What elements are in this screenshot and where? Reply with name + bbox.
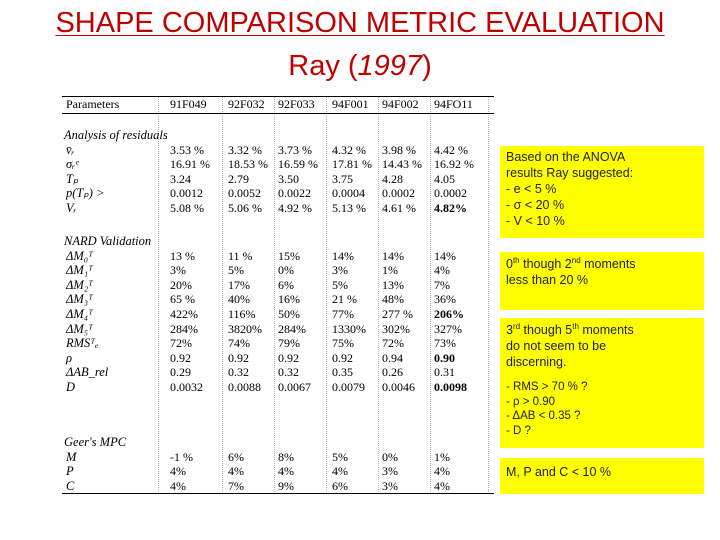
subtitle-year: 1997 [357,50,423,82]
table-cell: 4.28 [382,171,403,186]
table-cell: 0.26 [382,365,403,380]
note-text: 3 [506,323,513,337]
column-divider [488,96,490,494]
table-cell: 16% [278,292,300,307]
row-symbol: ΔAB_rel [66,365,109,380]
note-sup: nd [571,256,581,265]
table-cell: 0.94 [382,350,403,365]
table-cell: 14% [434,248,456,263]
row-symbol: ΔM₄ᵀ [66,307,93,321]
table-cell: 284% [170,321,198,336]
anova-note [500,146,704,238]
table-cell: 5.13 % [332,201,366,215]
table-cell: 3.32 % [228,142,262,157]
table-cell: 5% [332,277,348,292]
table-cell: 0% [278,263,294,278]
table-cell: 0.0088 [228,380,261,394]
table-cell: 0.0002 [382,186,415,201]
table-cell: 4% [434,464,450,479]
table-cell: 4% [170,464,186,479]
table-cell: 0.29 [170,365,191,380]
anova-note-line: Based on the ANOVA [506,150,626,164]
table-cell: 1330% [332,321,366,336]
anova-note-line: - V < 10 % [506,214,565,228]
row-symbol: ΔM₅ᵀ [66,321,93,336]
table-cell: 6% [332,478,348,493]
table-cell: 4% [170,478,186,493]
table-cell: 0.35 [332,365,353,380]
table-cell: 284% [278,321,306,336]
table-cell: 4.32 % [332,142,366,157]
table-cell: 7% [434,277,450,292]
note-sup: rd [512,322,521,331]
table-cell: 75% [332,336,354,351]
table-cell: 15% [278,248,300,263]
table-cell: 0.0079 [332,380,365,394]
table-cell: 1% [434,449,450,464]
table-cell: 17% [228,277,250,292]
row-symbol: ΔM₂ᵀ [66,277,93,292]
table-cell: 327% [434,321,462,336]
table-cell: 3.53 % [170,142,204,157]
table-cell: 0.0004 [332,186,365,201]
table-cell: 8% [278,449,294,464]
column-header: 94F001 [332,97,369,111]
mpc-note [500,458,704,494]
note-text: though 2 [519,257,572,271]
table-cell: 21 % [332,292,357,307]
table-cell: 4.82% [434,201,467,215]
subtitle-suffix: ) [422,50,432,82]
column-divider [326,96,328,494]
high-moments-note-line: discerning. [506,355,567,369]
column-header: 94F002 [382,97,419,111]
column-divider [158,96,160,494]
table-cell: 3.75 [332,171,353,186]
table-cell: 0.0002 [434,186,467,201]
low-moments-note [500,252,704,310]
table-cell: 116% [228,307,256,321]
subtitle-prefix: Ray ( [288,50,358,82]
column-divider [378,96,380,494]
high-moments-note-line: do not seem to be [506,339,607,353]
table-cell: 1% [382,263,398,278]
table-cell: 40% [228,292,250,307]
table-cell: 0.0032 [170,380,203,394]
row-symbol: v̄ᵣ [66,142,75,157]
row-symbol: p(Tₚ) > [66,186,105,201]
table-cell: 4.42 % [434,142,468,157]
slide-title [0,6,720,40]
table-cell: 3% [382,464,398,479]
column-header: 91F049 [170,97,207,111]
row-symbol: σᵣᵉ [66,157,79,172]
high-moments-note [500,318,704,378]
slide-title-text: SHAPE COMPARISON METRIC EVALUATION [55,7,665,39]
rms-criteria-note [500,378,704,448]
table-cell: 74% [228,336,250,351]
table-cell: 3% [382,478,398,493]
table-cell: 13% [382,277,404,292]
low-moments-note-line: less than 20 % [506,273,588,287]
column-divider [274,96,276,494]
table-cell: 6% [228,449,244,464]
note-text: moments [580,257,636,271]
table-cell: 9% [278,478,294,493]
table-cell: 3820% [228,321,262,336]
table-cell: 0.0098 [434,380,467,394]
anova-note-line: - e < 5 % [506,182,557,196]
table-cell: 3.24 [170,171,191,186]
table-cell: 4% [434,263,450,278]
row-symbol: M [66,449,77,464]
rms-criteria-line: - D ? [506,424,531,437]
table-cell: 7% [228,478,244,493]
table-cell: 13 % [170,248,195,263]
table-cell: 3.50 [278,171,299,186]
note-sup: th [512,256,520,265]
row-symbol: RMSᵀₑ [66,336,99,351]
table-cell: 0% [382,449,398,464]
table-rule [62,113,494,114]
table-cell: 5% [332,449,348,464]
table-cell: 5.06 % [228,201,262,215]
table-cell: 4% [278,464,294,479]
table-cell: 4.05 [434,171,455,186]
row-symbol: ΔM₁ᵀ [66,263,93,278]
section-label: NARD Validation [64,234,152,248]
slide-subtitle [0,49,720,83]
row-symbol: Tₚ [66,171,79,186]
table-cell: 6% [278,277,294,292]
row-symbol: C [66,478,75,493]
note-sup: th [572,322,579,331]
column-header: 92F032 [228,97,265,111]
table-cell: 2.79 [228,171,249,186]
parameters-table [62,96,494,494]
table-cell: 5% [228,263,244,278]
table-cell: 277 % [382,307,413,321]
table-cell: 4% [228,464,244,479]
table-cell: 16.91 % [170,157,210,172]
table-cell: 50% [278,307,300,321]
table-cell: 73% [434,336,456,351]
table-cell: 0.0022 [278,186,311,201]
row-symbol: ΔM₃ᵀ [66,292,93,307]
table-cell: 0.92 [278,350,299,365]
table-cell: -1 % [170,449,193,464]
table-cell: 0.92 [228,350,249,365]
anova-note-line: results Ray suggested: [506,166,634,180]
table-cell: 0.0046 [382,380,415,394]
row-symbol: ρ [66,350,72,365]
table-cell: 4.92 % [278,201,312,215]
rms-criteria-line: - ΔAB < 0.35 ? [506,410,581,422]
table-cell: 14% [382,248,404,263]
row-symbol: D [66,380,76,394]
table-cell: 14% [332,248,354,263]
table-cell: 0.32 [278,365,299,380]
column-divider [222,96,224,494]
table-cell: 36% [434,292,456,307]
table-cell: 18.53 % [228,157,268,172]
table-cell: 4.61 % [382,201,416,215]
table-cell: 77% [332,307,354,321]
table-rule [62,493,494,494]
note-text: 0 [506,257,513,271]
table-cell: 0.31 [434,365,455,380]
table-cell: 4% [332,464,348,479]
table-cell: 3% [332,263,348,278]
header-parameters: Parameters [66,97,120,111]
table-cell: 65 % [170,292,195,307]
table-cell: 16.92 % [434,157,474,172]
note-text: though 5 [520,323,573,337]
table-cell: 20% [170,277,192,292]
anova-note-line: - σ < 20 % [506,198,565,212]
table-cell: 0.0052 [228,186,261,201]
row-symbol: Vᵣ [66,201,77,215]
table-cell: 17.81 % [332,157,372,172]
table-cell: 4% [434,478,450,493]
table-cell: 79% [278,336,300,351]
table-cell: 5.08 % [170,201,204,215]
table-cell: 48% [382,292,404,307]
mpc-note-text: M, P and C < 10 % [506,465,612,479]
table-cell: 11 % [228,248,253,263]
table-cell: 3.73 % [278,142,312,157]
rms-criteria-line: - ρ > 0.90 [506,395,556,408]
table-cell: 14.43 % [382,157,422,172]
table-cell: 16.59 % [278,157,318,172]
column-header: 92F033 [278,97,315,111]
low-moments-note-line [506,256,698,272]
table-cell: 0.0067 [278,380,311,394]
row-symbol: P [66,464,74,479]
table-cell: 422% [170,307,198,321]
section-label: Analysis of residuals [64,128,168,142]
note-text: moments [578,323,634,337]
table-cell: 0.92 [170,350,191,365]
table-cell: 3.98 % [382,142,416,157]
column-divider [430,96,432,494]
table-cell: 302% [382,321,410,336]
section-label: Geer's MPC [64,435,127,449]
table-cell: 0.90 [434,350,455,365]
table-cell: 0.0012 [170,186,203,201]
table-cell: 0.92 [332,350,353,365]
table-cell: 206% [434,307,464,321]
table-cell: 72% [170,336,192,351]
high-moments-note-line [506,322,698,338]
table-cell: 0.32 [228,365,249,380]
rms-criteria-line: - RMS > 70 % ? [506,381,588,393]
column-header: 94FO11 [434,97,473,111]
row-symbol: ΔM₀ᵀ [66,248,93,263]
table-cell: 72% [382,336,404,351]
table-cell: 3% [170,263,186,278]
